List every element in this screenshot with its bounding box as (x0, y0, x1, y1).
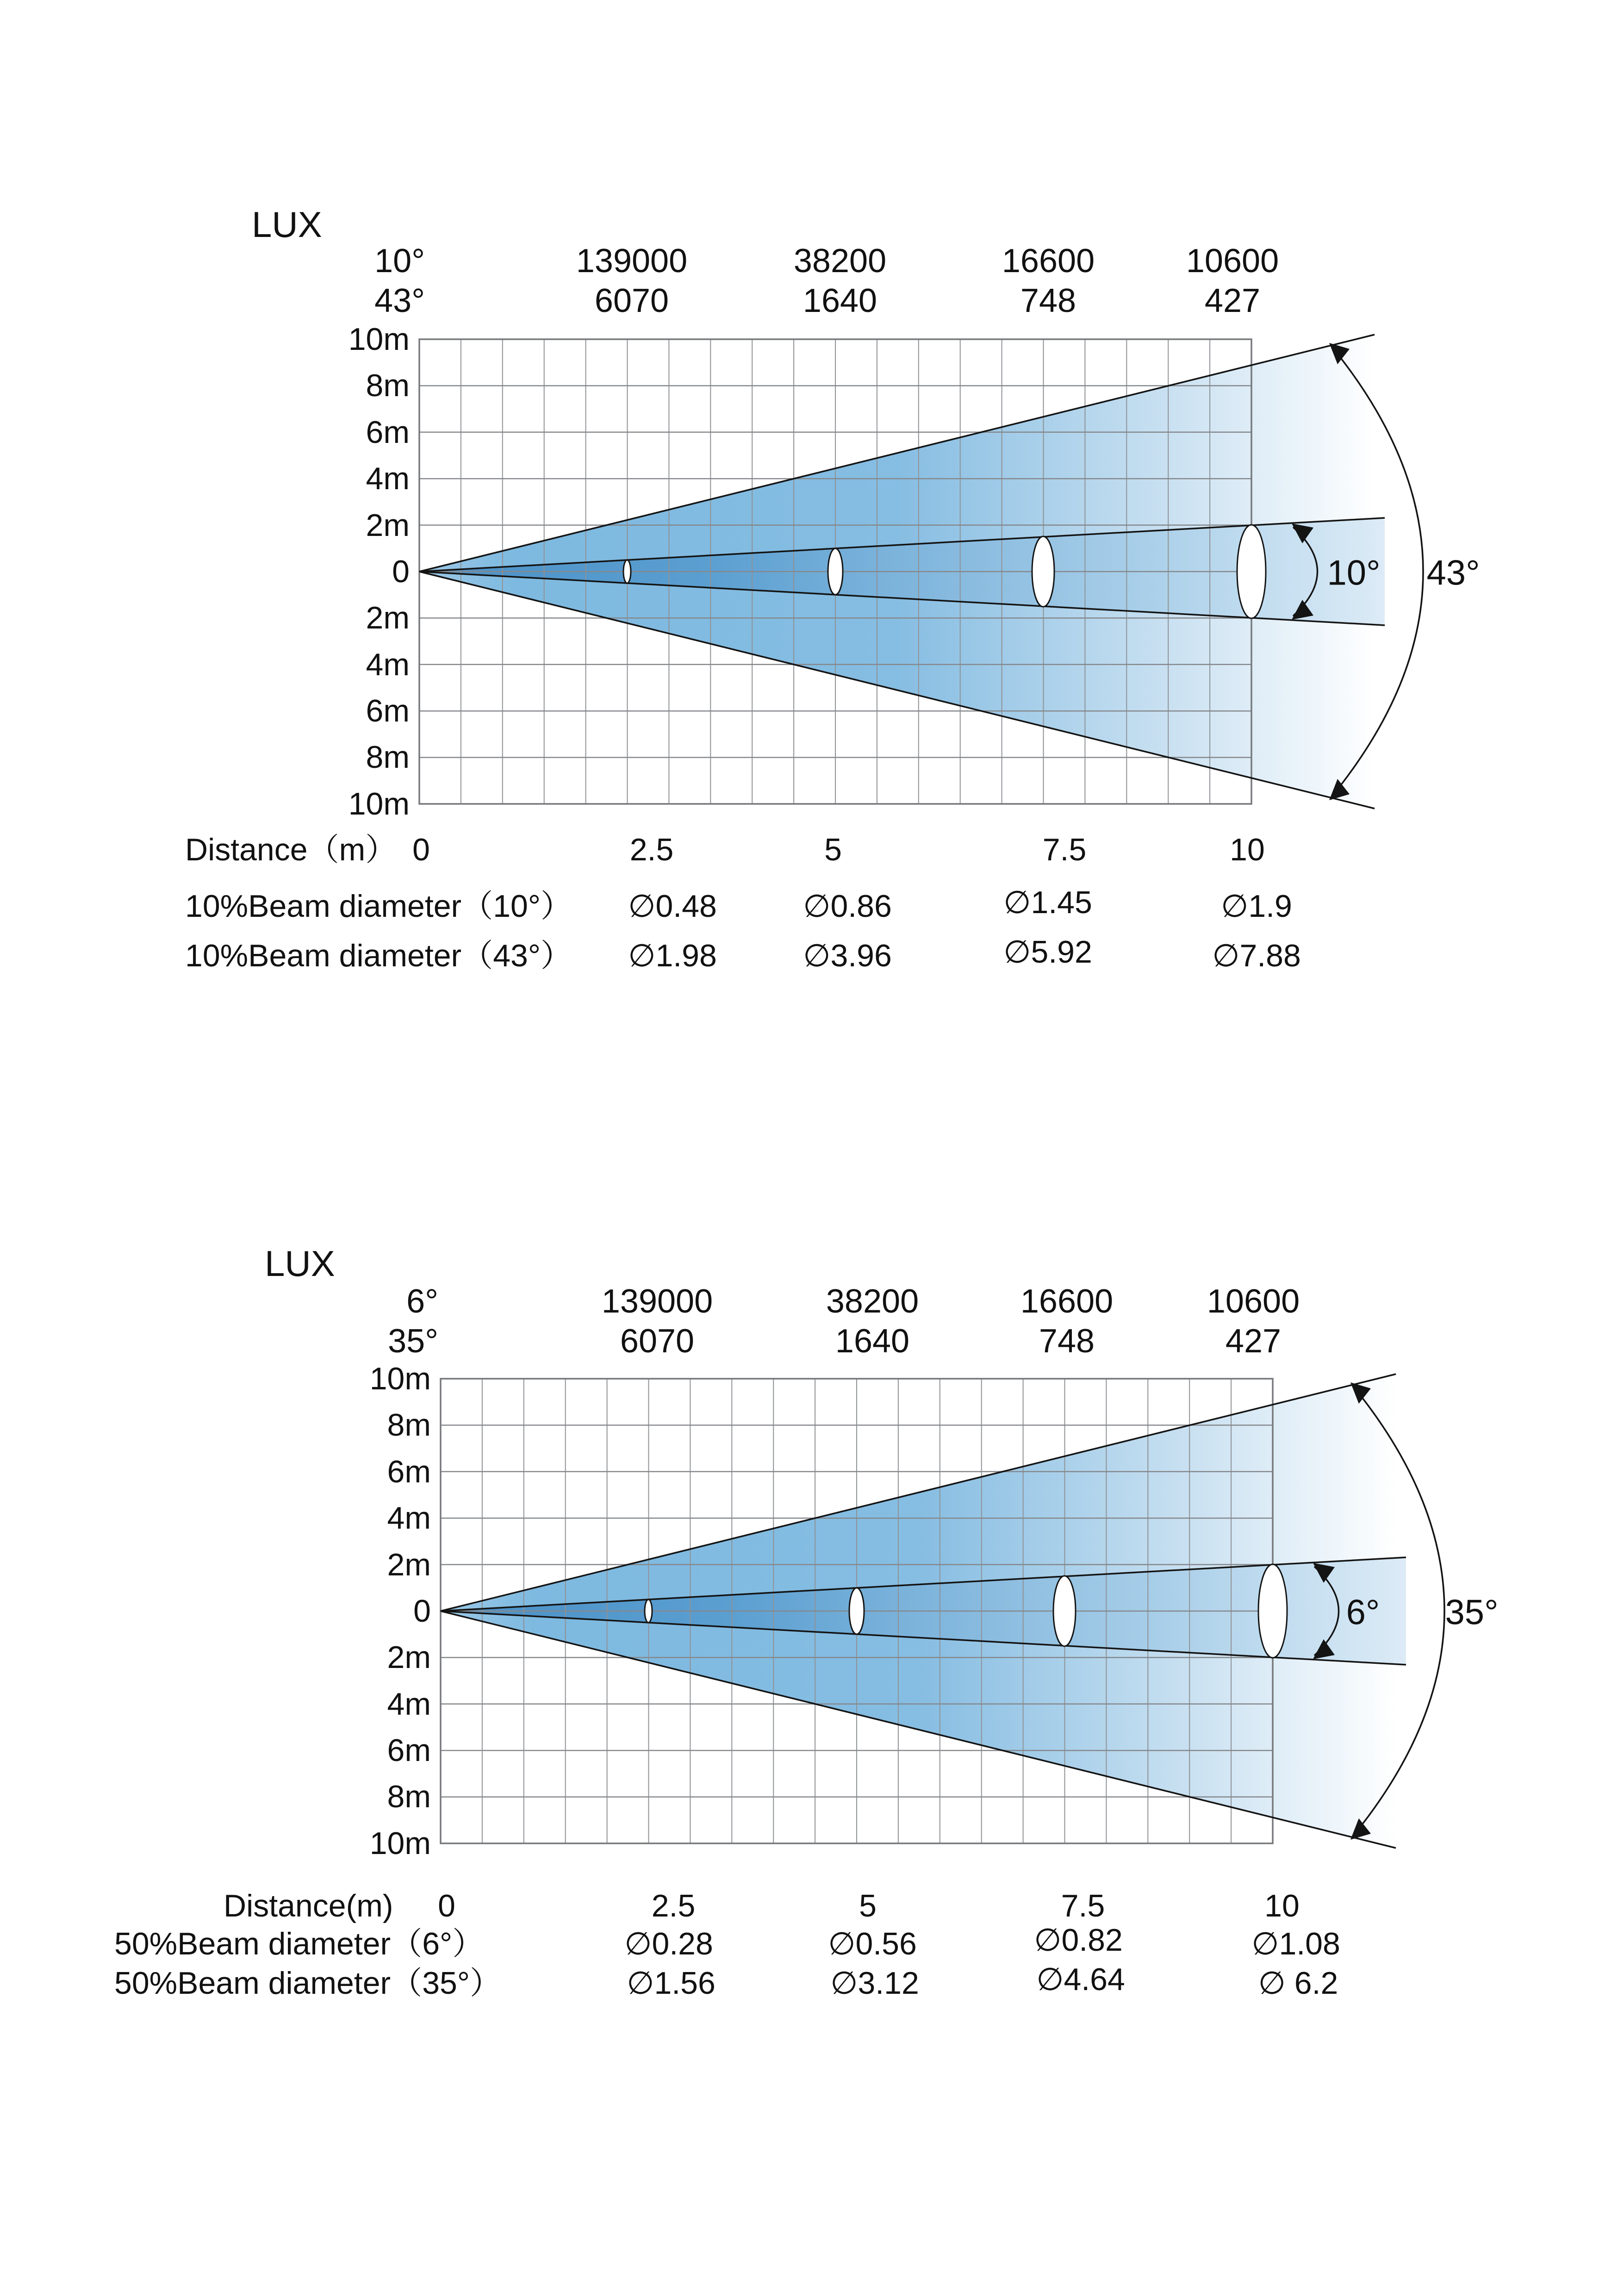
distance-value: 2.5 (629, 832, 674, 867)
y-axis-labels (348, 322, 410, 821)
lux-value: 1640 (835, 1323, 910, 1360)
y-label: 8m (366, 740, 410, 775)
narrow-angle-callout: 10° (1327, 553, 1381, 593)
distance-value: 5 (824, 832, 842, 867)
beam-diameter-row-label: 50%Beam diameter（35°） (114, 1966, 502, 2001)
y-label: 2m (366, 508, 410, 543)
y-label: 10m (369, 1361, 431, 1396)
distance-value: 5 (859, 1888, 877, 1923)
lux-value: 139000 (576, 243, 688, 280)
beam-spot (1053, 1576, 1076, 1646)
lux-title: LUX (252, 204, 322, 245)
wide-angle-callout: 43° (1426, 553, 1480, 593)
lux-value: 427 (1225, 1323, 1282, 1360)
y-label: 2m (387, 1547, 431, 1582)
y-label: 6m (366, 415, 410, 450)
lux-title: LUX (265, 1243, 335, 1284)
distance-label: Distance(m) (224, 1888, 393, 1923)
beam-diameter-value: ∅0.28 (624, 1926, 713, 1961)
beam-spot (1237, 525, 1266, 618)
y-label: 6m (366, 693, 410, 728)
beam-diameter-value: ∅1.98 (628, 938, 717, 973)
beam-diameter-value: ∅0.82 (1034, 1923, 1123, 1958)
beam-diameter-value: ∅3.12 (830, 1966, 919, 2001)
y-label: 10m (369, 1826, 431, 1861)
lux-value: 748 (1039, 1323, 1095, 1360)
lux-value: 1640 (803, 282, 877, 319)
lux-value: 139000 (601, 1283, 713, 1320)
lux-value: 38200 (826, 1283, 919, 1320)
beam-diameter-row-label: 10%Beam diameter（43°） (185, 938, 572, 973)
beam-spot (849, 1588, 864, 1634)
beam-chart-narrow-6-35 (114, 1243, 1498, 2001)
beam-diameter-value: ∅ 6.2 (1258, 1966, 1338, 2001)
distance-value: 10 (1264, 1888, 1300, 1923)
narrow-angle-callout: 6° (1346, 1593, 1380, 1632)
beam-spot (828, 548, 843, 595)
y-label: 2m (366, 600, 410, 635)
distance-value: 0 (412, 832, 430, 867)
distance-value: 7.5 (1042, 832, 1087, 867)
y-label: 4m (387, 1500, 431, 1536)
y-label: 10m (348, 322, 410, 357)
beam-spot (645, 1599, 652, 1623)
y-label: 8m (387, 1779, 431, 1814)
y-label: 4m (387, 1686, 431, 1722)
beam-diameter-value: ∅1.08 (1251, 1926, 1340, 1961)
beam-diameter-value: ∅0.48 (628, 889, 717, 924)
lux-value: 6070 (594, 282, 669, 319)
distance-value: 10 (1230, 832, 1265, 867)
y-label: 4m (366, 647, 410, 682)
beam-diameter-value: ∅0.56 (828, 1926, 917, 1961)
beam-diameter-value: ∅5.92 (1003, 934, 1092, 970)
beam-diameter-value: ∅3.96 (803, 938, 892, 973)
y-label: 2m (387, 1640, 431, 1675)
y-label: 6m (387, 1454, 431, 1489)
y-label: 8m (387, 1407, 431, 1443)
lux-value: 10600 (1186, 243, 1279, 280)
beam-diameter-value: ∅1.45 (1003, 885, 1092, 920)
lux-value: 16600 (1002, 243, 1095, 280)
y-label: 0 (392, 554, 410, 589)
distance-value: 2.5 (651, 1888, 696, 1923)
lux-value: 10600 (1207, 1283, 1300, 1320)
y-label: 8m (366, 368, 410, 403)
beam-diameter-value: ∅4.64 (1036, 1962, 1125, 1997)
angle-row-label: 35° (388, 1323, 438, 1360)
distance-label: Distance（m） (185, 832, 397, 867)
lux-value: 6070 (620, 1323, 695, 1360)
beam-diameter-row-label: 10%Beam diameter（10°） (185, 889, 572, 924)
beam-diameter-value: ∅0.86 (803, 889, 892, 924)
lux-value: 16600 (1020, 1283, 1114, 1320)
beam-diameter-value: ∅1.9 (1221, 889, 1292, 924)
y-label: 0 (413, 1593, 431, 1629)
angle-row-label: 6° (406, 1283, 438, 1320)
beam-diameter-value: ∅7.88 (1212, 938, 1301, 973)
y-label: 6m (387, 1733, 431, 1768)
y-axis-labels (370, 1361, 431, 1861)
beam-spot (1258, 1564, 1287, 1658)
lux-value: 427 (1204, 282, 1261, 319)
beam-chart-narrow-10-43 (185, 204, 1480, 973)
distance-value: 0 (438, 1888, 455, 1923)
beam-spot (1032, 536, 1054, 607)
y-label: 4m (366, 461, 410, 496)
wide-angle-callout: 35° (1445, 1593, 1499, 1632)
distance-value: 7.5 (1061, 1888, 1105, 1923)
angle-row-label: 43° (374, 282, 425, 319)
beam-spot (623, 560, 631, 583)
beam-diameter-value: ∅1.56 (627, 1966, 716, 2001)
y-label: 10m (348, 786, 410, 821)
angle-row-label: 10° (374, 243, 425, 280)
lux-value: 38200 (793, 243, 887, 280)
beam-diameter-row-label: 50%Beam diameter（6°） (114, 1926, 484, 1961)
lux-value: 748 (1020, 282, 1076, 319)
